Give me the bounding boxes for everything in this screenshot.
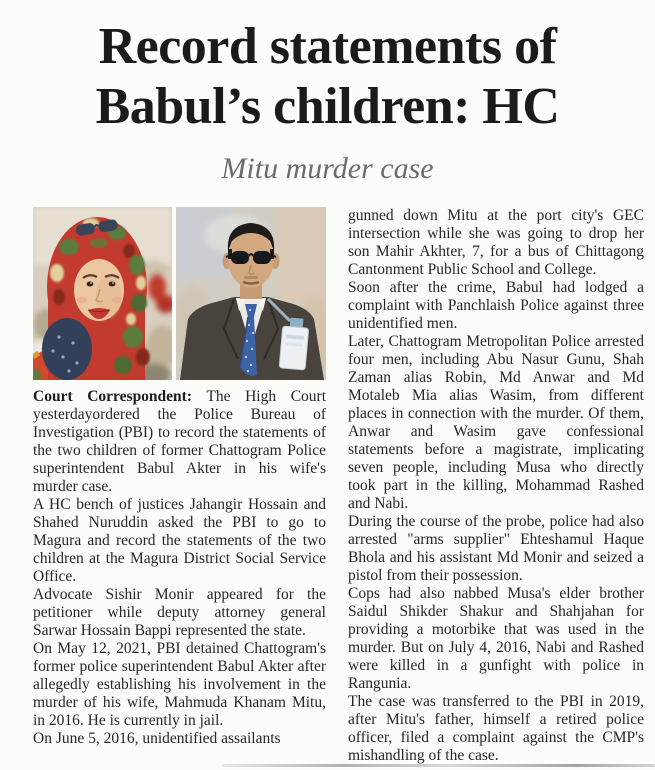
bottom-rule (222, 764, 655, 767)
column-left (33, 207, 326, 765)
paragraph: Cops had also nabbed Musa's elder brother Saidul Shikder Shakur and Shahjahan for providing a motorbike that was used in the murder. But on July 4, 2016, Nabi and Rashed were killed in a gunfight with police in Rangunia. (348, 585, 644, 692)
paragraph: Later, Chattogram Metropolitan Police arrested four men, including Abu Nasur Gunu, Shah Zaman alias Robin, Md Anwar and Md Motaleb Mia alias Wasim, from different places in connection with the murder. Of them, Anwar and Wasim gave confessional statements before a magistrate, implicating seven people, including Musa who directly took part in the killing, Mohammad Rashed and Nabi. (348, 333, 644, 512)
headline-line-2: Babul’s children: HC (95, 78, 560, 135)
paragraph: Soon after the crime, Babul had lodged a complaint with Panchlaish Police against three unidentified men. (348, 279, 644, 332)
paragraph: On May 12, 2021, PBI detained Chattogram's former police superintendent Babul Akter after allegedly establishing his involvement in the murder of his wife, Mahmuda Khanam Mitu, in 2016. He is currently in jail. (33, 640, 326, 729)
paragraph: A HC bench of justices Jahangir Hossain and Shahed Nuruddin asked the PBI to go to Magura and record the statements of the two children at the Magura District Social Service Office. (33, 496, 326, 585)
news-photo (33, 207, 326, 380)
headline (0, 0, 655, 137)
paragraph: The case was transferred to the PBI in 2019, after Mitu's father, himself a retired police officer, filed a complaint against the CMP's mishandling of the case. (348, 693, 644, 764)
paragraph: Advocate Sishir Monir appeared for the petitioner while deputy attorney general Sarwar Hossain Bappi represented the state. (33, 586, 326, 639)
paragraph: During the course of the probe, police had also arrested "arms supplier" Ehteshamul Haque Bhola and his assistant Md Monir and seized a pistol from their possession. (348, 513, 644, 584)
column-right (348, 207, 644, 765)
subheadline: Mitu murder case (221, 152, 434, 185)
paragraph: On June 5, 2016, unidentified assailants (33, 730, 281, 747)
photo-left-portrait (33, 207, 178, 380)
lead-text: The High Court yesterdayordered the Police Bureau of Investigation (PBI) to record the statements of the two children of former Chattogram Police superintendent Babul Akter in his wife's murder case. (33, 388, 326, 495)
article-columns (0, 207, 655, 765)
paragraph: gunned down Mitu at the port city's GEC intersection while she was going to drop her son Mahir Akhter, 7, for a bus of Chittagong Cantonment Public School and College. (348, 207, 644, 278)
photo-right-portrait (173, 207, 326, 380)
paragraph-lead (33, 388, 326, 496)
byline-label: Court Correspondent: (33, 388, 192, 405)
headline-line-1: Record statements of (98, 18, 557, 75)
